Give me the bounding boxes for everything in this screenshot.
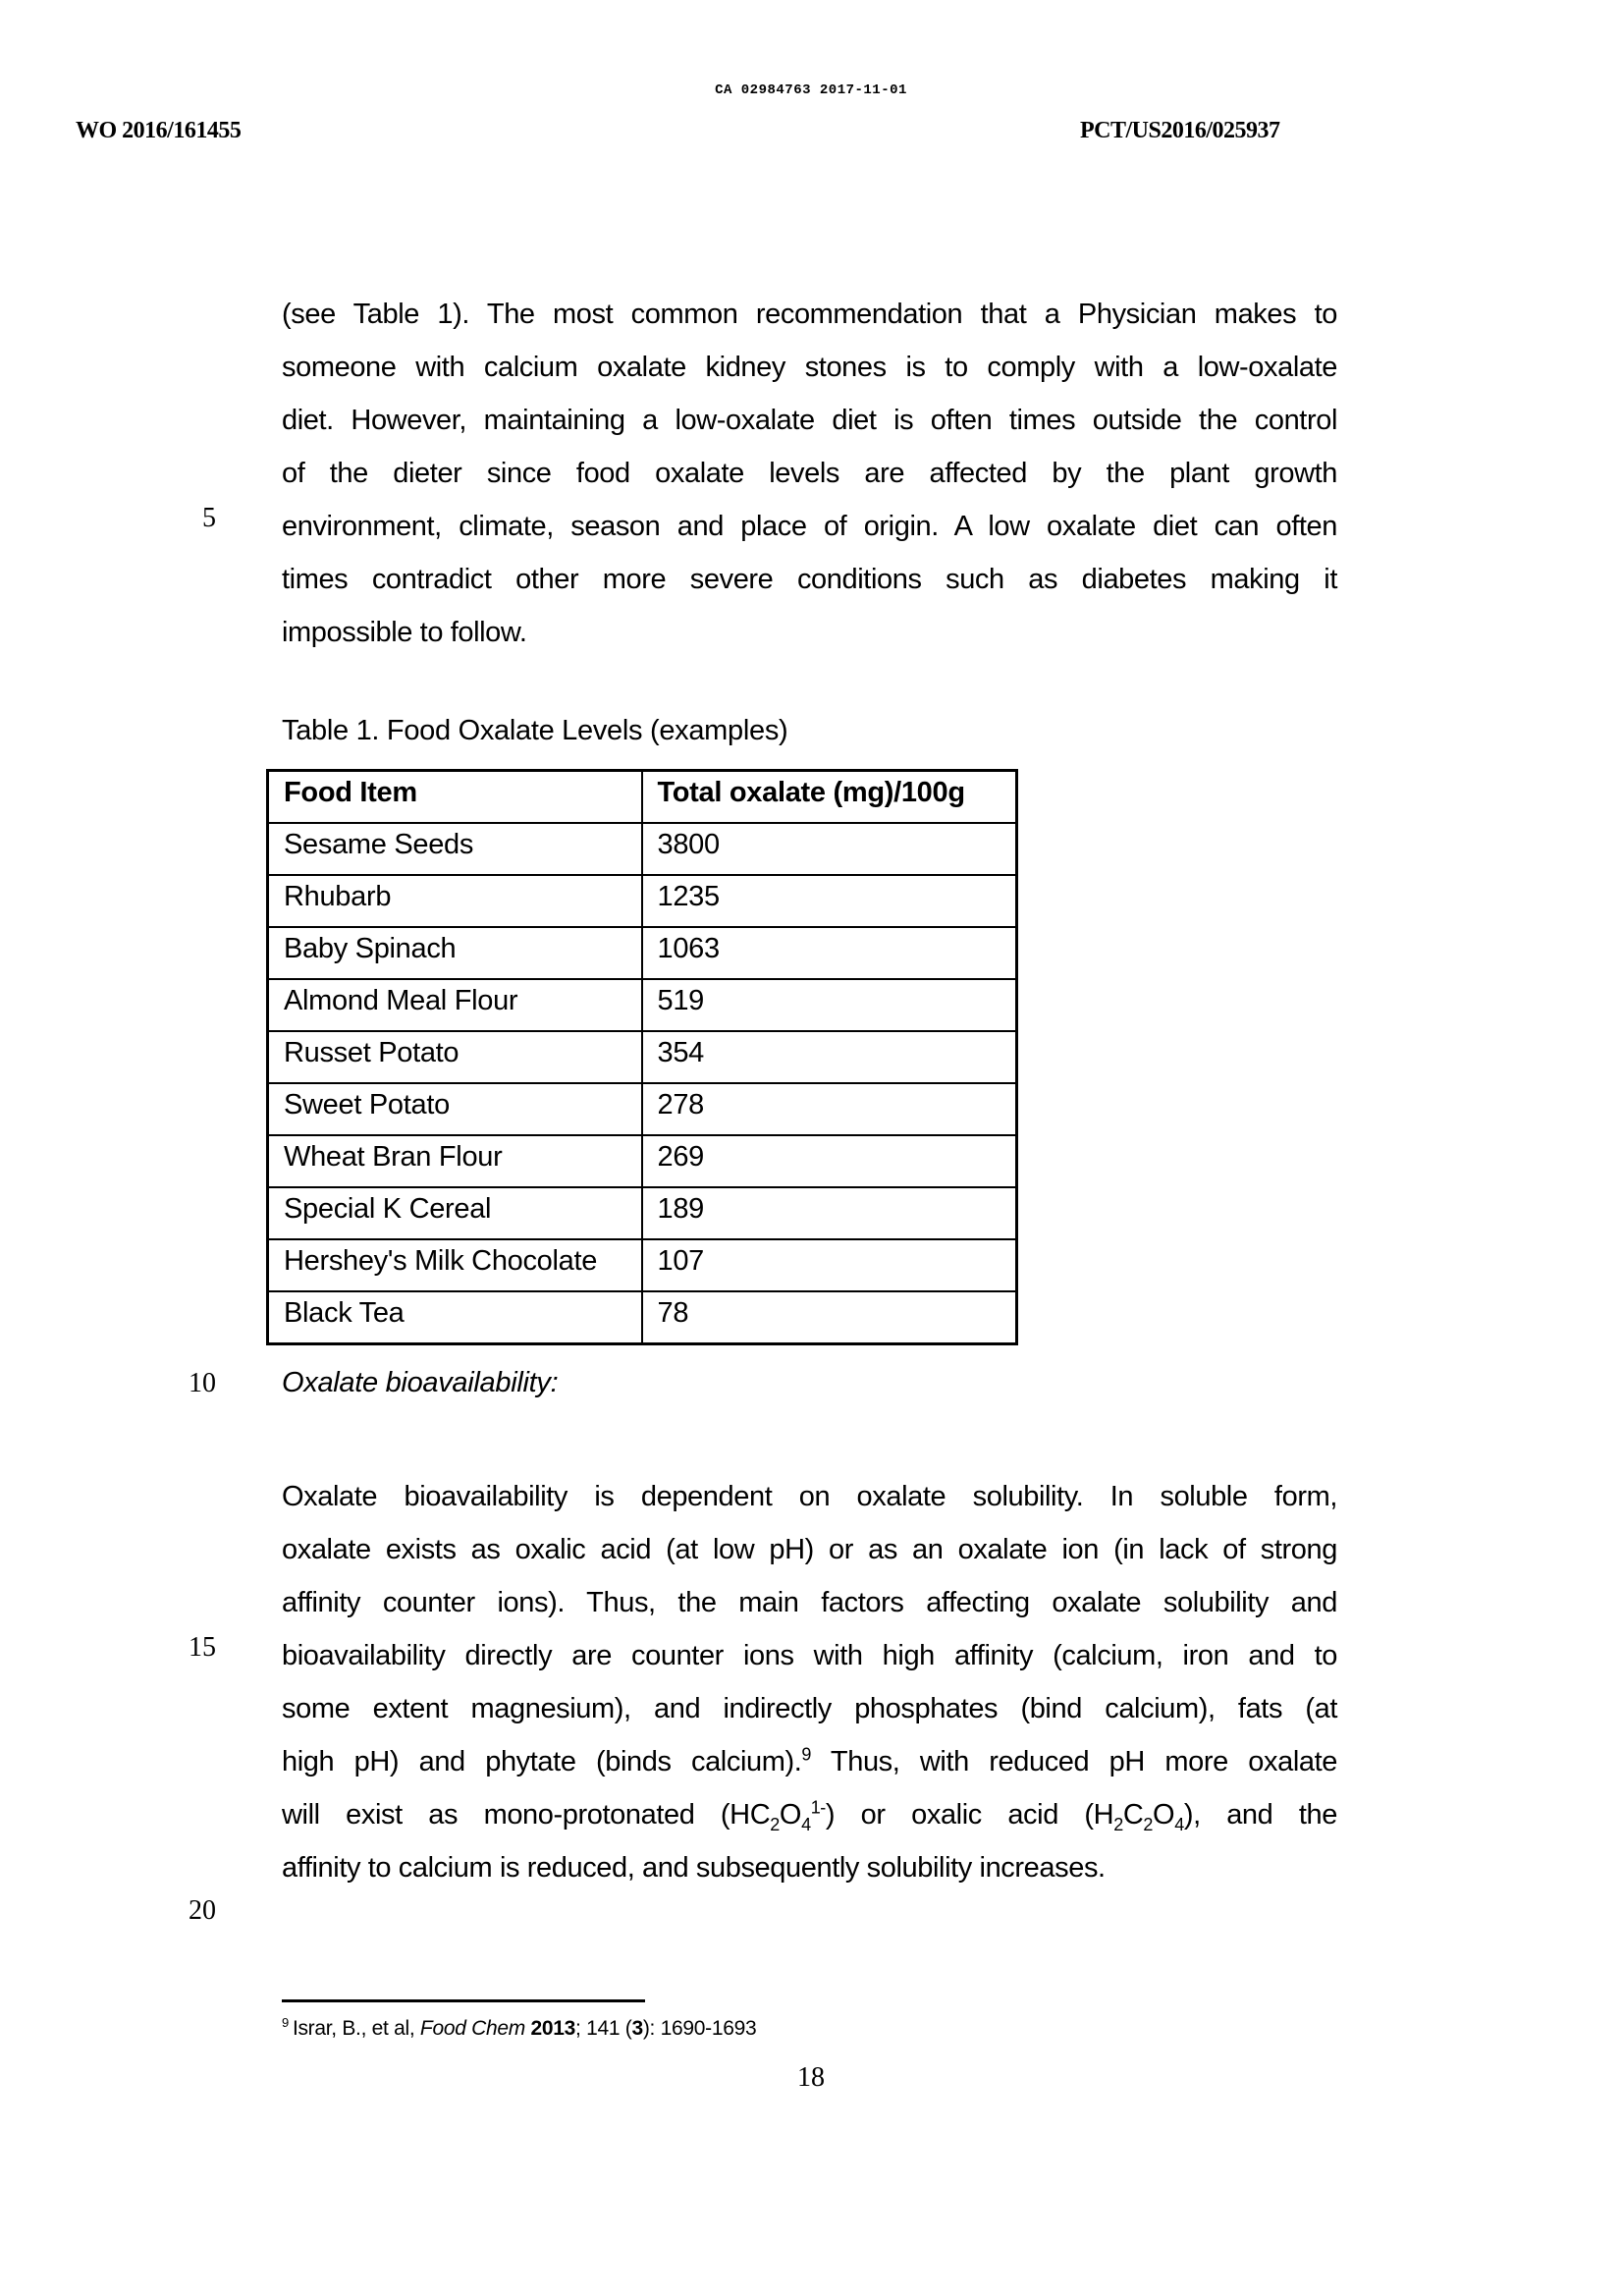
text-line: bioavailability directly are counter ions with high affinity (calcium, iron and to (282, 1640, 1337, 1671)
text-line: environment, climate, season and place of origin. A low oxalate diet can often (282, 511, 1337, 542)
intro-paragraph (282, 288, 1337, 659)
food-item-cell: Sweet Potato (268, 1083, 642, 1135)
table-row (268, 1291, 1017, 1344)
text-line (282, 1735, 1337, 1788)
food-item-cell: Hershey's Milk Chocolate (268, 1239, 642, 1291)
footnote-reference[interactable]: 9 (801, 1744, 812, 1765)
food-item-cell: Rhubarb (268, 875, 642, 927)
subscript: 2 (1113, 1814, 1123, 1834)
text-line: oxalate exists as oxalic acid (at low pH) or as an oxalate ion (in lack of strong (282, 1534, 1337, 1565)
text-run: Thus, with reduced pH more oxalate (811, 1746, 1337, 1777)
table-row (268, 823, 1017, 875)
oxalate-value-cell: 107 (642, 1239, 1017, 1291)
column-header-food-item: Food Item (268, 771, 642, 824)
text-run: will exist as mono-protonated (HC (282, 1799, 771, 1831)
table-row (268, 927, 1017, 979)
oxalate-value-cell: 278 (642, 1083, 1017, 1135)
footnote-volume: ; 141 ( (575, 2017, 632, 2040)
table-caption: Table 1. Food Oxalate Levels (examples) (282, 715, 788, 746)
food-item-cell: Black Tea (268, 1291, 642, 1344)
footnote-pages: ): 1690-1693 (642, 2017, 757, 2040)
table-row (268, 1083, 1017, 1135)
subscript: 4 (801, 1814, 811, 1834)
table-row (268, 1187, 1017, 1239)
food-item-cell: Baby Spinach (268, 927, 642, 979)
footnote-journal: Food Chem (419, 2017, 525, 2040)
oxalate-value-cell: 1063 (642, 927, 1017, 979)
footnote-year: 2013 (524, 2017, 576, 2040)
text-line: times contradict other more severe conditions such as diabetes making it (282, 564, 1337, 595)
text-line: of the dieter since food oxalate levels are affected by the plant growth (282, 458, 1337, 489)
table-row (268, 1135, 1017, 1187)
footnote-issue: 3 (631, 2017, 643, 2040)
line-number: 15 (189, 1632, 216, 1663)
footnote-divider (282, 1999, 645, 2002)
line-number: 5 (202, 503, 216, 533)
text-line: affinity to calcium is reduced, and subsequently solubility increases. (282, 1852, 1106, 1884)
page-number: 18 (797, 2062, 825, 2093)
oxalate-value-cell: 1235 (642, 875, 1017, 927)
oxalate-table (266, 769, 1018, 1345)
table-row (268, 1031, 1017, 1083)
text-run: C (1122, 1799, 1144, 1831)
text-run: O (779, 1799, 802, 1831)
text-line: some extent magnesium), and indirectly phosphates (bind calcium), fats (at (282, 1693, 1337, 1724)
text-line: affinity counter ions). Thus, the main factors affecting oxalate solubility and (282, 1587, 1337, 1618)
subscript: 4 (1174, 1814, 1184, 1834)
oxalate-value-cell: 3800 (642, 823, 1017, 875)
text-line: (see Table 1). The most common recommendation that a Physician makes to (282, 299, 1337, 330)
table-row (268, 1239, 1017, 1291)
text-line: impossible to follow. (282, 617, 527, 648)
text-line: someone with calcium oxalate kidney stones is to comply with a low-oxalate (282, 352, 1337, 383)
subscript: 2 (770, 1814, 780, 1834)
ca-stamp: CA 02984763 2017-11-01 (715, 82, 907, 98)
food-item-cell: Russet Potato (268, 1031, 642, 1083)
oxalate-value-cell: 269 (642, 1135, 1017, 1187)
section-heading: Oxalate bioavailability: (282, 1367, 559, 1398)
text-run: ) or oxalic acid (H (825, 1799, 1114, 1831)
text-run: O (1153, 1799, 1175, 1831)
table-row (268, 979, 1017, 1031)
oxalate-value-cell: 519 (642, 979, 1017, 1031)
superscript: 1- (810, 1797, 826, 1818)
text-run: high pH) and phytate (binds calcium). (282, 1746, 802, 1777)
table-row (268, 875, 1017, 927)
food-item-cell: Wheat Bran Flour (268, 1135, 642, 1187)
table-header-row (268, 771, 1017, 824)
oxalate-value-cell: 78 (642, 1291, 1017, 1344)
application-number: PCT/US2016/025937 (1080, 118, 1280, 143)
text-line (282, 1788, 1337, 1841)
oxalate-value-cell: 354 (642, 1031, 1017, 1083)
column-header-total-oxalate: Total oxalate (mg)/100g (642, 771, 1017, 824)
food-item-cell: Special K Cereal (268, 1187, 642, 1239)
footnote-authors: Israr, B., et al, (292, 2017, 420, 2040)
publication-number: WO 2016/161455 (76, 118, 242, 143)
text-line: diet. However, maintaining a low-oxalate diet is often times outside the control (282, 405, 1337, 436)
subscript: 2 (1143, 1814, 1154, 1834)
food-item-cell: Sesame Seeds (268, 823, 642, 875)
line-number: 20 (189, 1895, 216, 1926)
text-run: ), and the (1183, 1799, 1337, 1831)
footnote-number: 9 (282, 2015, 289, 2030)
food-item-cell: Almond Meal Flour (268, 979, 642, 1031)
text-line: Oxalate bioavailability is dependent on oxalate solubility. In soluble form, (282, 1481, 1337, 1512)
footnote (282, 2017, 756, 2041)
bioavailability-paragraph (282, 1470, 1337, 1894)
line-number: 10 (189, 1368, 216, 1398)
oxalate-value-cell: 189 (642, 1187, 1017, 1239)
